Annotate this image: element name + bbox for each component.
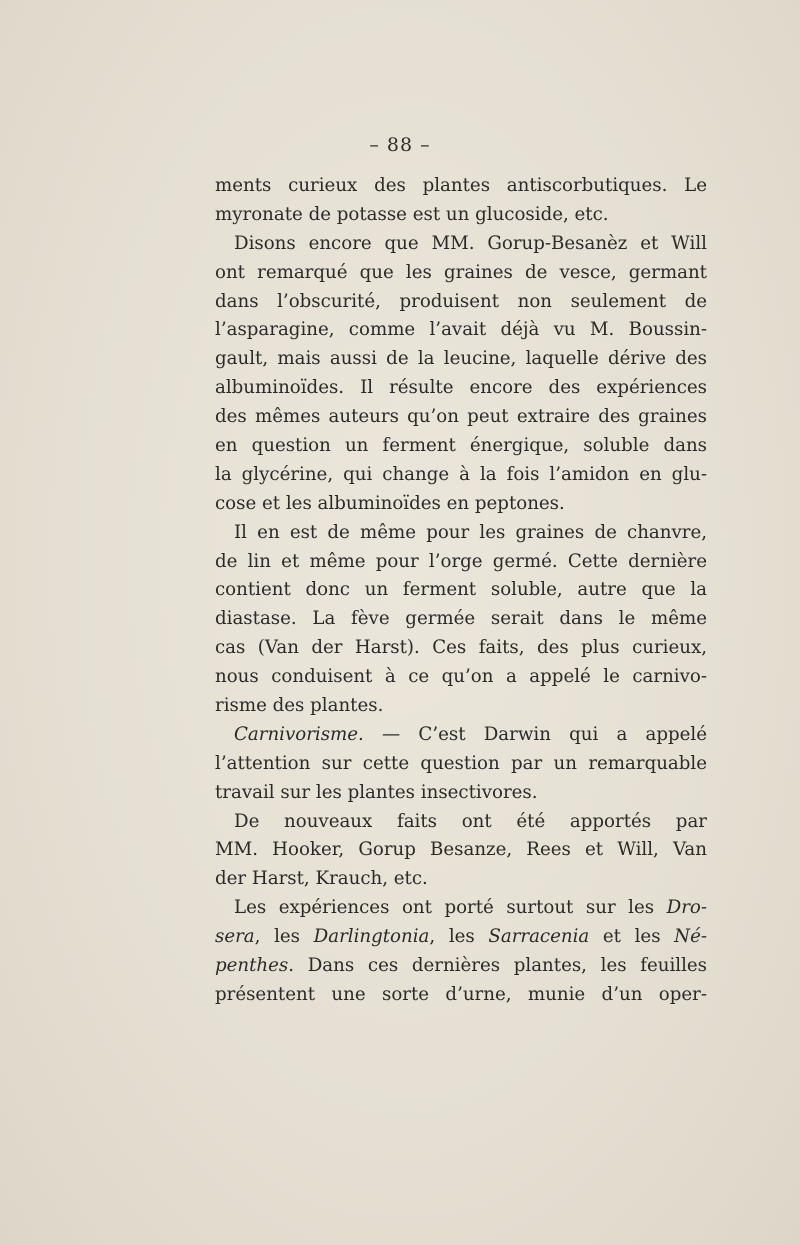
- text-line: [215, 894, 707, 923]
- section-heading-carnivorisme: Carnivorisme.: [234, 723, 364, 745]
- text-line: [215, 923, 707, 952]
- italic-term: Dro-: [666, 897, 707, 919]
- text-line: l’asparagine, comme l’avait déjà vu M. Boussin-: [215, 319, 707, 341]
- text-line: MM. Hooker, Gorup Besanze, Rees et Will, Van: [215, 839, 707, 861]
- text-segment: . Dans ces dernières plantes, les feuilles: [288, 955, 707, 977]
- text-line: travail sur les plantes insectivores.: [215, 781, 538, 803]
- italic-term: sera: [215, 926, 255, 948]
- text-line: [215, 721, 707, 750]
- text-line: diastase. La fève germée serait dans le même: [215, 608, 707, 630]
- text-line: myronate de potasse est un glucoside, etc.: [215, 203, 609, 225]
- text-line: ments curieux des plantes antiscorbutiques. Le: [215, 175, 707, 196]
- text-segment: et les: [589, 926, 675, 948]
- text-line: De nouveaux faits ont été apportés par: [234, 810, 707, 832]
- text-line: Il en est de même pour les graines de chanvre,: [234, 521, 707, 543]
- text-line: [215, 952, 707, 981]
- text-segment: — C’est Darwin qui a appelé: [363, 723, 707, 745]
- text-line: cose et les albuminoïdes en peptones.: [215, 492, 565, 514]
- italic-term: Darlingtonia: [313, 926, 430, 948]
- text-line: nous conduisent à ce qu’on a appelé le carnivo-: [215, 666, 707, 688]
- text-line: contient donc un ferment soluble, autre que la: [215, 579, 707, 601]
- text-line: en question un ferment énergique, soluble dans: [215, 435, 707, 457]
- text-line: albuminoïdes. Il résulte encore des expériences: [215, 377, 707, 399]
- text-line: cas (Van der Harst). Ces faits, des plus curieux,: [215, 637, 707, 659]
- italic-term: penthes: [215, 955, 289, 977]
- text-line: la glycérine, qui change à la fois l’amidon en glu-: [215, 463, 707, 485]
- italic-term: Sarracenia: [488, 926, 590, 948]
- text-line: des mêmes auteurs qu’on peut extraire des graines: [215, 406, 707, 428]
- text-line: gault, mais aussi de la leucine, laquelle dérive des: [215, 348, 707, 370]
- text-line: der Harst, Krauch, etc.: [215, 868, 428, 890]
- text-line: ont remarqué que les graines de vesce, germant: [215, 261, 707, 283]
- text-line: risme des plantes.: [215, 695, 384, 717]
- italic-term: Né-: [674, 926, 707, 948]
- text-segment: , les: [429, 926, 489, 948]
- text-line: l’attention sur cette question par un remarquable: [215, 752, 707, 774]
- page-number: – 88 –: [369, 134, 431, 156]
- text-line: présentent une sorte d’urne, munie d’un oper-: [215, 983, 707, 1005]
- text-segment: Les expériences ont porté surtout sur les: [234, 897, 667, 919]
- text-line: de lin et même pour l’orge germé. Cette dernière: [215, 550, 707, 572]
- text-line: Disons encore que MM. Gorup-Besanèz et Will: [234, 232, 707, 254]
- text-line: dans l’obscurité, produisent non seulement de: [215, 290, 707, 312]
- text-segment: , les: [254, 926, 314, 948]
- body-text: [215, 172, 707, 1010]
